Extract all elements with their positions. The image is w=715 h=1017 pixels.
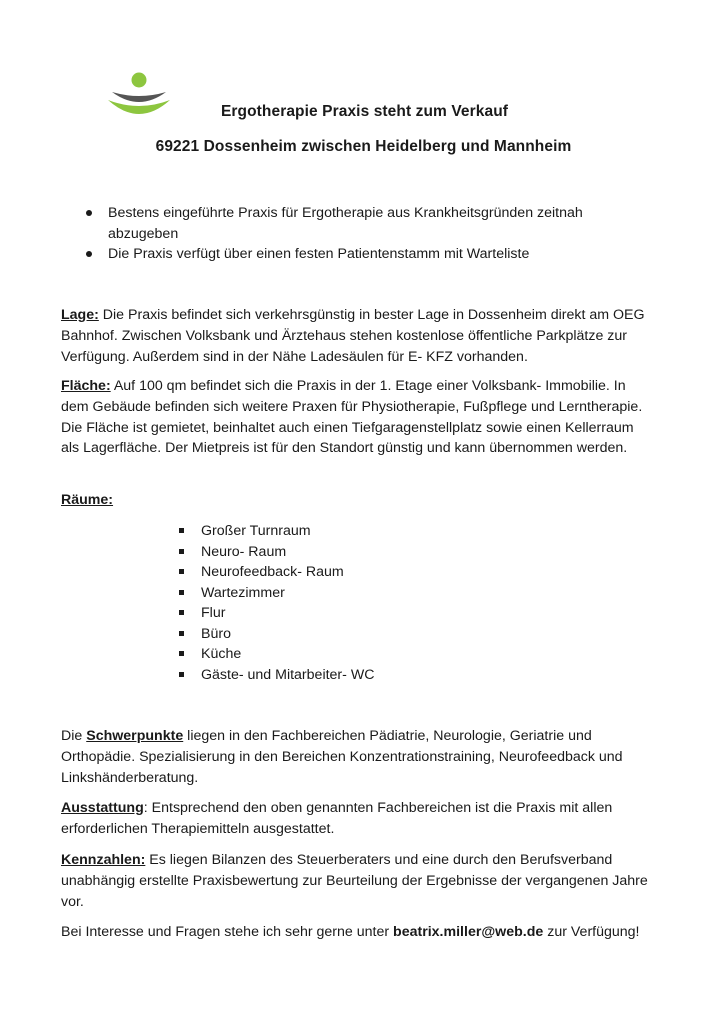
logo-dot (132, 73, 147, 88)
page-subtitle: 69221 Dossenheim zwischen Heidelberg und Mannheim (155, 138, 572, 155)
list-item: Gäste- und Mitarbeiter- WC (201, 665, 374, 686)
section-schwerpunkte: Die Schwerpunkte liegen in den Fachbereichen Pädiatrie, Neurologie, Geriatrie und Orthopädie. Spezialisierung in den Bereichen Konzentrationstraining, Neurofeedback und Linkshänderberatung. (61, 728, 623, 786)
list-item: Büro (201, 624, 374, 645)
list-item: Großer Turnraum (201, 521, 374, 542)
section-raeume (61, 490, 651, 511)
square-bullet-icon (179, 651, 184, 656)
square-bullet-icon (179, 610, 184, 615)
square-bullet-icon (179, 549, 184, 554)
list-item: Bestens eingeführte Praxis für Ergotherapie aus Krankheitsgründen zeitnah abzugeben (108, 203, 628, 244)
list-item: Die Praxis verfügt über einen festen Patientenstamm mit Warteliste (108, 244, 628, 265)
square-bullet-icon (179, 631, 184, 636)
list-item: Küche (201, 644, 374, 665)
contact-email[interactable]: beatrix.miller@web.de (393, 924, 544, 940)
section-flaeche: Fläche: Auf 100 qm befindet sich die Praxis in der 1. Etage einer Volksbank- Immobilie. In dem Gebäude befinden sich weitere Praxen für Physiotherapie, Fußpflege und Lerntherapie. Die Fläche ist gemietet, beinhaltet auch einen Tiefgaragenstellplatz sowie einen Kellerraum als Lagerfläche. Der Mietpreis ist für den Standort günstig und kann übernommen werden. (61, 378, 643, 457)
contact-paragraph: Bei Interesse und Fragen stehe ich sehr gerne unter beatrix.miller@web.de zur Verfügung! (61, 924, 640, 940)
list-item: Neurofeedback- Raum (201, 562, 374, 583)
section-label: Ausstattung (61, 800, 144, 816)
section-label: Fläche: (61, 378, 111, 394)
list-item: Wartezimmer (201, 583, 374, 604)
section-label: Schwerpunkte (86, 728, 184, 744)
square-bullet-icon (179, 569, 184, 574)
list-item: Neuro- Raum (201, 542, 374, 563)
intro-list (108, 203, 628, 265)
square-bullet-icon (179, 528, 184, 533)
rooms-list (201, 521, 374, 685)
bullet-icon (86, 210, 92, 216)
section-label: Räume: (61, 492, 114, 508)
section-lage: Lage: Die Praxis befindet sich verkehrsgünstig in bester Lage in Dossenheim direkt am OEG Bahnhof. Zwischen Volksbank und Ärztehaus stehen kostenlose öffentliche Parkplätze zur Verfügung. Außerdem sind in der Nähe Ladesäulen für E- KFZ vorhanden. (61, 307, 645, 365)
section-label: Kennzahlen: (61, 852, 146, 868)
page-title: Ergotherapie Praxis steht zum Verkauf (220, 103, 509, 120)
section-kennzahlen: Kennzahlen: Es liegen Bilanzen des Steuerberaters und eine durch den Berufsverband unabhängig erstellte Praxisbewertung zur Beurteilung der Ergebnisse der vergangenen Jahre vor. (61, 852, 648, 910)
logo-arc-upper (112, 92, 166, 102)
section-label: Lage: (61, 307, 99, 323)
list-item: Flur (201, 603, 374, 624)
square-bullet-icon (179, 672, 184, 677)
bullet-icon (86, 251, 92, 257)
section-ausstattung: Ausstattung: Entsprechend den oben genannten Fachbereichen ist die Praxis mit allen erforderlichen Therapiemitteln ausgestattet. (61, 800, 613, 837)
square-bullet-icon (179, 590, 184, 595)
